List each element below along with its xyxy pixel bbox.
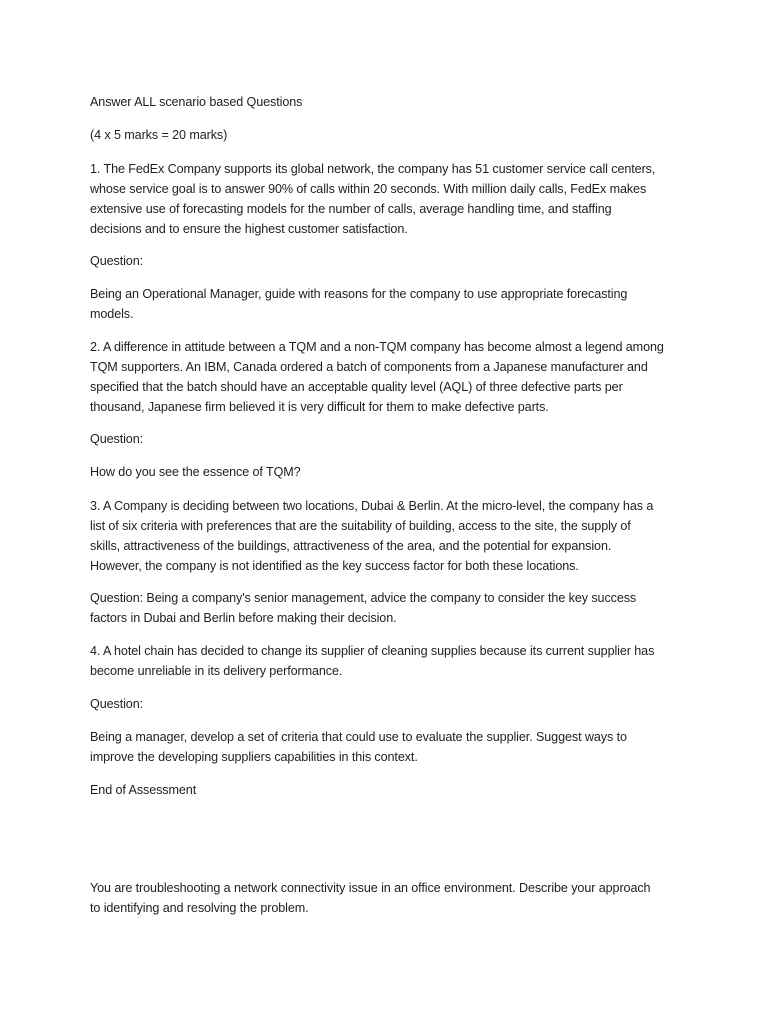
question-3-text (90, 588, 690, 628)
scenario-line: 4. A hotel chain has decided to change its supplier of cleaning supplies because its current supplier has (90, 644, 655, 658)
prompt-line: You are troubleshooting a network connectivity issue in an office environment. Describe your approach (90, 881, 651, 895)
scenario-line: become unreliable in its delivery performance. (90, 664, 343, 678)
end-of-assessment: End of Assessment (90, 783, 197, 797)
scenario-line: list of six criteria with preferences that are the suitability of building, access to the site, the supply of (90, 519, 631, 533)
scenario-line: 2. A difference in attitude between a TQM and a non-TQM company has become almost a legend among (90, 340, 664, 354)
scenario-line: whose service goal is to answer 90% of calls within 20 seconds. With million daily calls, FedEx makes (90, 182, 647, 196)
prompt-line: to identifying and resolving the problem. (90, 901, 309, 915)
scenario-line: thousand, Japanese firm believed it is very difficult for them to make defective parts. (90, 400, 549, 414)
question-2-scenario (90, 337, 690, 417)
question-line: models. (90, 307, 134, 321)
question-4-scenario (90, 641, 690, 681)
question-line: improve the developing suppliers capabilities in this context. (90, 750, 418, 764)
question-1-text (90, 284, 690, 324)
question-line: Being an Operational Manager, guide with reasons for the company to use appropriate forecasting (90, 287, 628, 301)
scenario-line: decisions and to ensure the highest customer satisfaction. (90, 222, 408, 236)
scenario-line: 1. The FedEx Company supports its global network, the company has 51 customer service call centers, (90, 162, 656, 176)
scenario-line: TQM supporters. An IBM, Canada ordered a batch of components from a Japanese manufacturer and (90, 360, 648, 374)
question-4-label: Question: (90, 697, 144, 711)
question-line: factors in Dubai and Berlin before making their decision. (90, 611, 397, 625)
document-heading: Answer ALL scenario based Questions (90, 95, 303, 109)
troubleshooting-prompt (90, 878, 690, 918)
scenario-line: However, the company is not identified as the key success factor for both these locations. (90, 559, 579, 573)
scenario-line: specified that the batch should have an acceptable quality level (AQL) of three defective parts per (90, 380, 623, 394)
scenario-line: skills, attractiveness of the buildings, attractiveness of the area, and the potential for expansion. (90, 539, 612, 553)
question-1-scenario (90, 159, 690, 239)
question-2-label: Question: (90, 432, 144, 446)
scenario-line: 3. A Company is deciding between two locations, Dubai & Berlin. At the micro-level, the company has a (90, 499, 654, 513)
question-line: Being a manager, develop a set of criteria that could use to evaluate the supplier. Suggest ways to (90, 730, 627, 744)
question-3-scenario (90, 496, 690, 576)
question-4-text (90, 727, 690, 767)
question-2-text (90, 462, 690, 482)
question-line: How do you see the essence of TQM? (90, 465, 301, 479)
marks-allocation: (4 x 5 marks = 20 marks) (90, 128, 228, 142)
question-line: Question: Being a company's senior management, advice the company to consider the key success (90, 591, 637, 605)
scenario-line: extensive use of forecasting models for the number of calls, average handling time, and staffing (90, 202, 612, 216)
question-1-label: Question: (90, 254, 144, 268)
